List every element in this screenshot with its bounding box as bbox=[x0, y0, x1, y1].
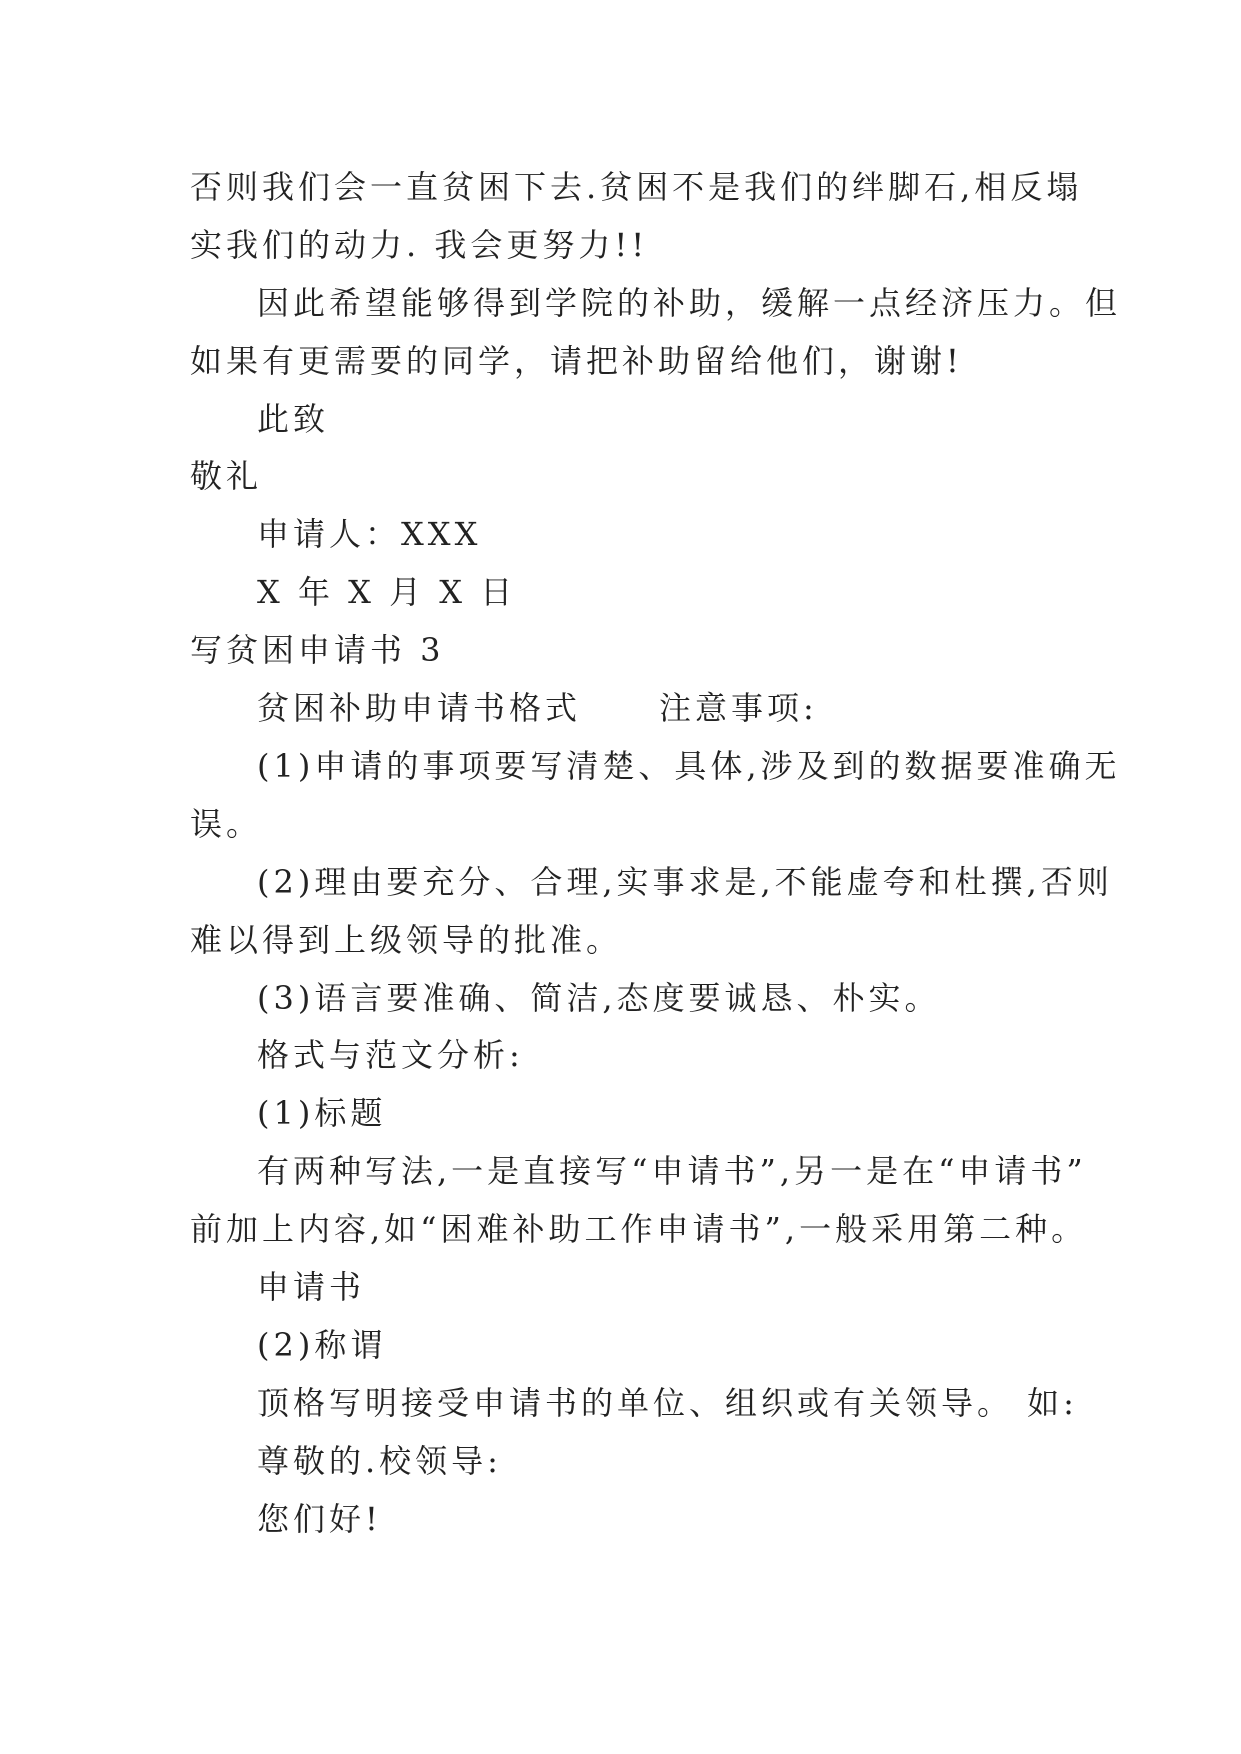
closing-regards: 敬礼 bbox=[190, 457, 263, 495]
analysis-heading: 格式与范文分析: bbox=[257, 1036, 524, 1074]
date-line: X 年 X 月 X 日 bbox=[257, 573, 517, 611]
section-heading: 写贫困申请书 3 bbox=[190, 631, 445, 669]
applicant-signature: 申请人：XXX bbox=[257, 515, 482, 553]
text-line: 难以得到上级领导的批准。 bbox=[190, 921, 623, 959]
text-line: 否则我们会一直贫困下去.贫困不是我们的绊脚石,相反塌 bbox=[190, 168, 1083, 206]
salutation-subheading: (2)称谓 bbox=[257, 1326, 387, 1364]
closing-salutation: 此致 bbox=[257, 400, 330, 438]
example-title: 申请书 bbox=[257, 1268, 366, 1306]
text-line: 前加上内容,如“困难补助工作申请书”,一般采用第二种。 bbox=[190, 1210, 1088, 1248]
format-heading bbox=[257, 679, 1137, 737]
note-item-2: (2)理由要充分、合理,实事求是,不能虚夸和杜撰,否则 bbox=[257, 863, 1113, 901]
text-line: 实我们的动力. 我会更努力!! bbox=[190, 226, 649, 264]
format-title: 贫困补助申请书格式 bbox=[257, 689, 582, 727]
example-salutation: 尊敬的.校领导: bbox=[257, 1442, 502, 1480]
note-item-3: (3)语言要准确、简洁,态度要诚恳、朴实。 bbox=[257, 979, 941, 1017]
note-item-1: (1)申请的事项要写清楚、具体,涉及到的数据要准确无 bbox=[257, 747, 1121, 785]
example-greeting: 您们好! bbox=[257, 1500, 382, 1538]
text-line: 如果有更需要的同学，请把补助留给他们，谢谢! bbox=[190, 342, 963, 380]
title-description: 有两种写法,一是直接写“申请书”,另一是在“申请书” bbox=[257, 1152, 1087, 1190]
notes-title: 注意事项: bbox=[659, 689, 818, 727]
paragraph-start: 因此希望能够得到学院的补助，缓解一点经济压力。但 bbox=[257, 284, 1122, 322]
salutation-description: 顶格写明接受申请书的单位、组织或有关领导。 如: bbox=[257, 1384, 1078, 1422]
title-subheading: (1)标题 bbox=[257, 1094, 387, 1132]
text-line: 误。 bbox=[190, 805, 263, 843]
